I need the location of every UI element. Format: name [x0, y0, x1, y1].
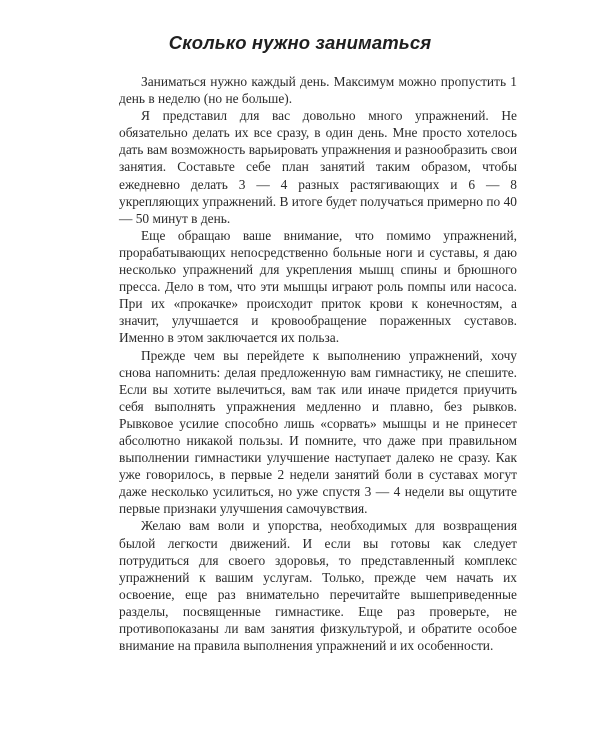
- paragraph-5: Желаю вам воли и упорства, необходимых для возвращения былой легкости движений. И если вы готовы как следует потрудиться для своего здоровья, то представленный комплекс упражнений к вашим услугам. Только, прежде чем начать их освоение, еще раз внимательно перечитайте вышеприведенные разделы, посвященные гимнастике. Еще раз проверьте, не противопоказаны ли вам занятия физкультурой, и обратите особое внимание на правила выполнения упражнений и их особенности.: [119, 518, 517, 654]
- paragraph-1: Заниматься нужно каждый день. Максимум можно пропустить 1 день в неделю (но не больше).: [119, 74, 517, 107]
- body-text: [119, 73, 517, 654]
- paragraph-4: Прежде чем вы перейдете к выполнению упражнений, хочу снова напомнить: делая предложенную вам гимнастику, не спешите. Если вы хотите вылечиться, вам так или иначе придется приучить себя выполнять упражнения медленно и плавно, без рывков. Рывковое усилие способно лишь «сорвать» мышцы и не принесет абсолютно никакой пользы. И помните, что даже при правильном выполнении гимнастики улучшение наступает далеко не сразу. Как уже говорилось, в первые 2 недели занятий боли в суставах могут даже несколько усилиться, но уже спустя 3 — 4 недели вы ощутите первые признаки улучшения самочувствия.: [119, 347, 517, 517]
- paragraph-2: Я представил для вас довольно много упражнений. Не обязательно делать их все сразу, в один день. Мне просто хотелось дать вам возможность варьировать упражнения и разнообразить свои занятия. Составьте себе план занятий таким образом, чтобы ежедневно делать 3 — 4 разных растягивающих и 6 — 8 укрепляющих упражнений. В итоге будет получаться примерно по 40 — 50 минут в день.: [119, 108, 517, 226]
- paragraph-3: Еще обращаю ваше внимание, что помимо упражнений, прорабатывающих непосредственно больные ноги и суставы, я даю несколько упражнений для укрепления мышц спины и брюшного пресса. Дело в том, что эти мышцы играют роль помпы или насоса. При их «прокачке» происходит приток крови к конечностям, а значит, улучшается и кровообращение пораженных суставов. Именно в этом заключается их польза.: [119, 227, 517, 346]
- page-title: Сколько нужно заниматься: [168, 32, 432, 53]
